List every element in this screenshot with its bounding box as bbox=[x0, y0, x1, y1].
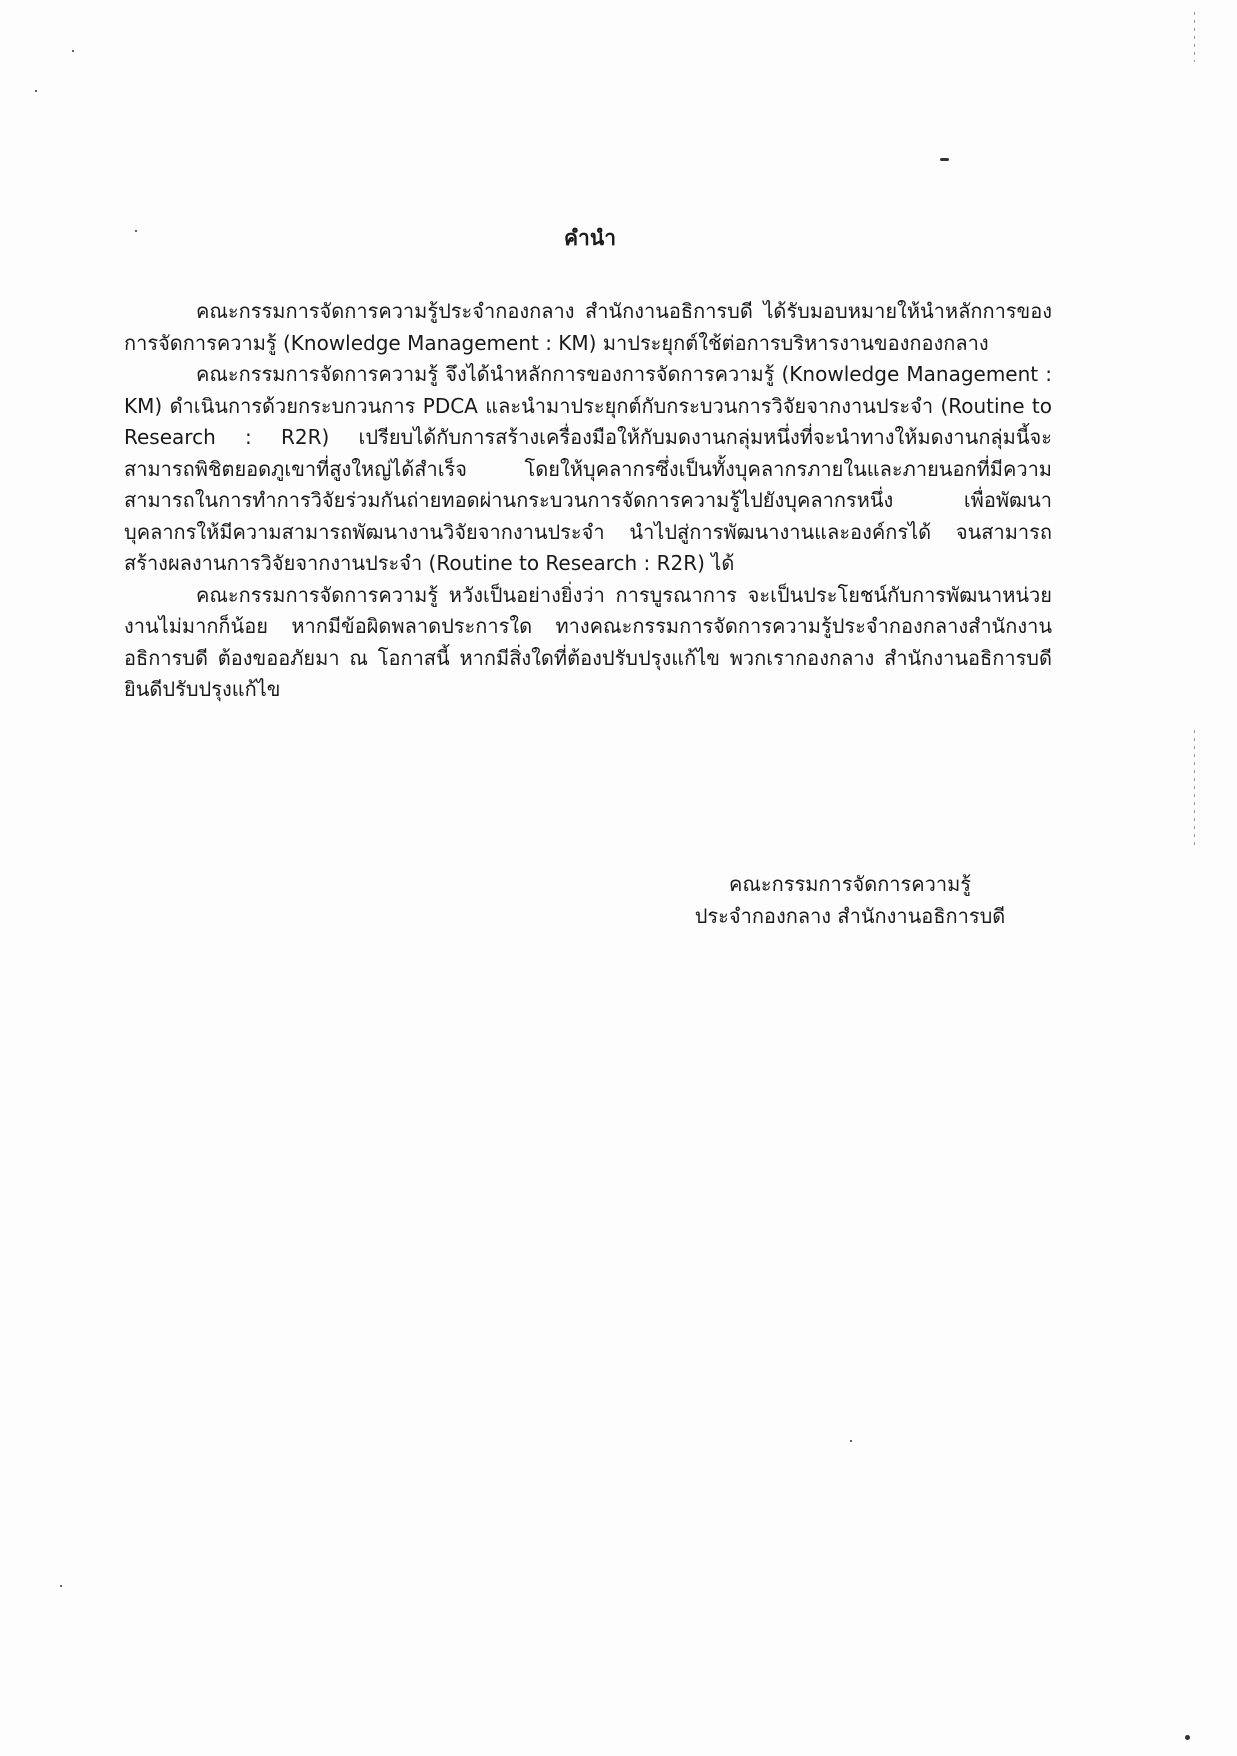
scan-speck bbox=[850, 1440, 852, 1442]
scan-speck bbox=[60, 1585, 62, 1587]
signature-line-1: คณะกรรมการจัดการความรู้ bbox=[728, 872, 972, 896]
scan-speck bbox=[135, 230, 137, 232]
paragraph-closing: คณะกรรมการจัดการความรู้ หวังเป็นอย่างยิ่งว่า การบูรณาการ จะเป็นประโยชน์กับการพัฒนาหน่วยงานไม่มากก็น้อย หากมีข้อผิดพลาดประการใด ทางคณะกรรมการจัดการความรู้ประจำกองกลางสำนักงานอธิการบดี ต้องขออภัยมา ณ โอกาสนี้ หากมีสิ่งใดที่ต้องปรับปรุงแก้ไข พวกเรากองกลาง สำนักงานอธิการบดี ยินดีปรับปรุงแก้ไข bbox=[124, 582, 1052, 701]
scan-speck bbox=[35, 90, 37, 92]
document-body bbox=[124, 296, 1052, 706]
paragraph-intro: คณะกรรมการจัดการความรู้ประจำกองกลาง สำนักงานอธิการบดี ได้รับมอบหมายให้นำหลักการของการจัดการความรู้ (Knowledge Management : KM) มาประยุกต์ใช้ต่อการบริหารงานของกองกลาง bbox=[124, 299, 1052, 355]
scan-speck bbox=[72, 50, 74, 52]
document-title: คำนำ bbox=[564, 226, 616, 250]
scan-speck bbox=[1185, 1735, 1190, 1740]
scan-edge-mark bbox=[1194, 12, 1195, 62]
signature-block bbox=[640, 868, 1060, 932]
paragraph-method: คณะกรรมการจัดการความรู้ จึงได้นำหลักการของการจัดการความรู้ (Knowledge Management : KM) ดำเนินการด้วยกระบกวนการ PDCA และนำมาประยุกต์กับกระบวนการวิจัยจากงานประจำ (Routine to Research : R2R) เปรียบได้กับการสร้างเครื่องมือให้กับมดงานกลุ่มหนึ่งที่จะนำทางให้มดงานกลุ่มนี้จะสามารถพิชิตยอดภูเขาที่สูงใหญ่ได้สำเร็จ โดยให้บุคลากรซึ่งเป็นทั้งบุคลากรภายในและภายนอกที่มีความสามารถในการทำการวิจัยร่วมกันถ่ายทอดผ่านกระบวนการจัดการความรู้ไปยังบุคลากรหนึ่ง เพื่อพัฒนาบุคลากรให้มีความสามารถพัฒนางานวิจัยจากงานประจำ นำไปสู่การพัฒนางานและองค์กรได้ จนสามารถสร้างผลงานการวิจัยจากงานประจำ (Routine to Research : R2R) ได้ bbox=[124, 362, 1052, 575]
scan-speck bbox=[940, 158, 949, 161]
signature-line-2: ประจำกองกลาง สำนักงานอธิการบดี bbox=[694, 904, 1006, 928]
scan-edge-mark bbox=[1194, 730, 1195, 850]
